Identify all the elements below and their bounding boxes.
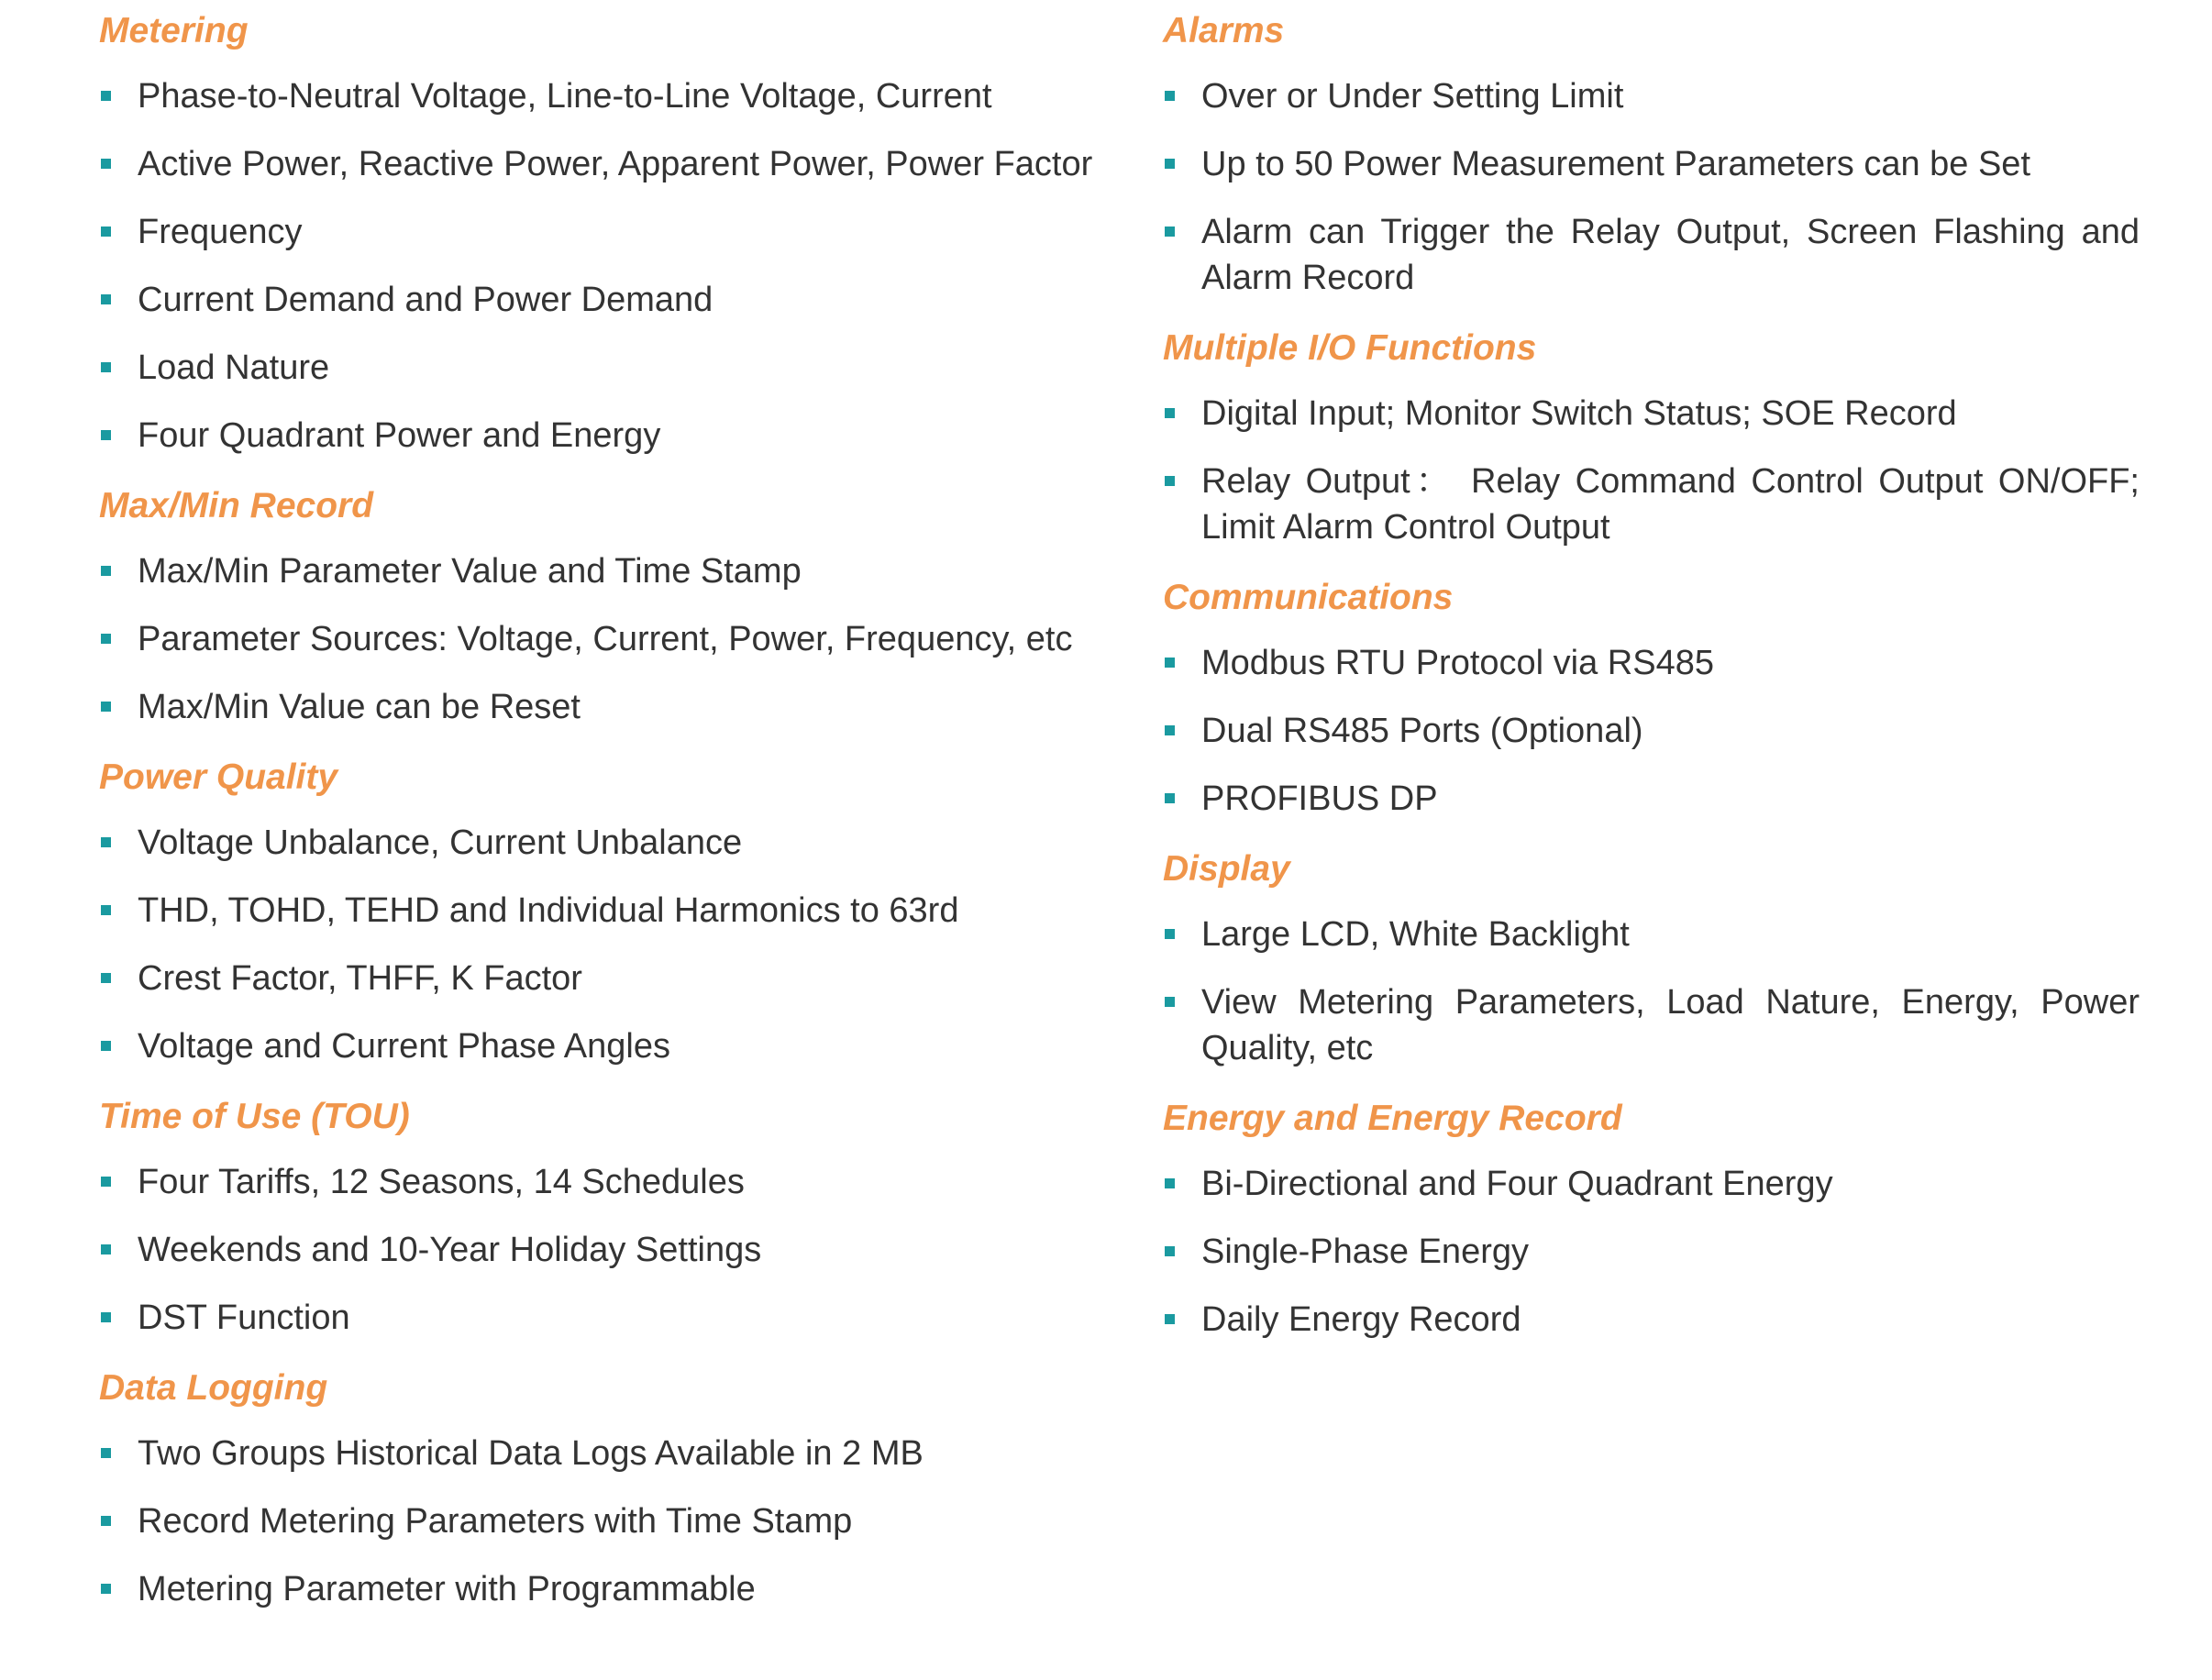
square-bullet-icon [101, 566, 111, 576]
square-bullet-icon [101, 430, 111, 440]
section-max-min-record [99, 481, 1135, 730]
list-item-text: Alarm can Trigger the Relay Output, Screen Flashing and Alarm Record [1201, 213, 2140, 297]
list-item-text: Two Groups Historical Data Logs Available in 2 MB [138, 1434, 924, 1473]
square-bullet-icon [1165, 929, 1175, 939]
list-item [1163, 979, 2140, 1071]
list-item [1163, 1297, 2140, 1343]
square-bullet-icon [101, 1177, 111, 1187]
list-item [1163, 141, 2140, 187]
list-item-text: Daily Energy Record [1201, 1300, 1521, 1339]
square-bullet-icon [1165, 793, 1175, 803]
section-communications [1163, 572, 2140, 822]
section-title: Max/Min Record [99, 486, 374, 525]
section-energy-record [1163, 1093, 2140, 1343]
list-item [99, 956, 1135, 1001]
list-item-text: Phase-to-Neutral Voltage, Line-to-Line Voltage, Current [138, 77, 992, 116]
section-metering [99, 6, 1135, 459]
section-alarms [1163, 6, 2140, 301]
list-item [99, 141, 1135, 187]
square-bullet-icon [1165, 1246, 1175, 1256]
list-item-text: Four Quadrant Power and Energy [138, 416, 661, 455]
section-title: Multiple I/O Functions [1163, 328, 1537, 368]
list-item-text: Current Demand and Power Demand [138, 281, 713, 319]
square-bullet-icon [101, 837, 111, 847]
feature-list [99, 1431, 1135, 1612]
square-bullet-icon [101, 1312, 111, 1322]
list-item [1163, 391, 2140, 437]
section-data-logging [99, 1363, 1135, 1612]
list-item-text: Four Tariffs, 12 Seasons, 14 Schedules [138, 1163, 745, 1201]
section-title: Alarms [1163, 11, 1285, 50]
square-bullet-icon [1165, 1178, 1175, 1188]
list-item [99, 616, 1135, 662]
section-title: Display [1163, 849, 1290, 889]
feature-list [1163, 1161, 2140, 1343]
square-bullet-icon [1165, 159, 1175, 169]
list-item [99, 1295, 1135, 1341]
list-item-text: Max/Min Parameter Value and Time Stamp [138, 552, 802, 591]
list-item-text: Max/Min Value can be Reset [138, 688, 581, 726]
section-title: Communications [1163, 578, 1454, 617]
list-item-text: Crest Factor, THFF, K Factor [138, 959, 582, 998]
list-item [99, 1023, 1135, 1069]
square-bullet-icon [101, 1584, 111, 1594]
list-item [1163, 776, 2140, 822]
list-item-text: Parameter Sources: Voltage, Current, Power, Frequency, etc [138, 620, 1073, 658]
square-bullet-icon [101, 702, 111, 712]
list-item-text: Single-Phase Energy [1201, 1232, 1529, 1271]
square-bullet-icon [1165, 476, 1175, 486]
square-bullet-icon [1165, 1314, 1175, 1324]
list-item-text: Up to 50 Power Measurement Parameters can be Set [1201, 145, 2031, 183]
list-item [99, 73, 1135, 119]
list-item [99, 684, 1135, 730]
list-item-text: Modbus RTU Protocol via RS485 [1201, 644, 1714, 682]
feature-list [99, 73, 1135, 459]
list-item-text: DST Function [138, 1299, 350, 1337]
list-item [1163, 1161, 2140, 1207]
feature-list [99, 548, 1135, 730]
square-bullet-icon [1165, 997, 1175, 1007]
list-item [1163, 912, 2140, 957]
square-bullet-icon [1165, 658, 1175, 668]
square-bullet-icon [101, 91, 111, 101]
list-item-text: Voltage and Current Phase Angles [138, 1027, 670, 1066]
square-bullet-icon [1165, 408, 1175, 418]
list-item [99, 1227, 1135, 1273]
list-item [1163, 73, 2140, 119]
square-bullet-icon [101, 362, 111, 372]
section-title: Energy and Energy Record [1163, 1099, 1622, 1138]
list-item [99, 1498, 1135, 1544]
section-power-quality [99, 752, 1135, 1069]
list-item [1163, 209, 2140, 301]
list-item [99, 1159, 1135, 1205]
square-bullet-icon [1165, 91, 1175, 101]
list-item-text: Over or Under Setting Limit [1201, 77, 1624, 116]
list-item-text: Metering Parameter with Programmable [138, 1570, 756, 1608]
list-item-text: Load Nature [138, 348, 330, 387]
list-item [99, 820, 1135, 866]
feature-list [1163, 391, 2140, 550]
list-item [99, 548, 1135, 594]
list-item-text: Bi-Directional and Four Quadrant Energy [1201, 1165, 1833, 1203]
square-bullet-icon [1165, 725, 1175, 735]
list-item [99, 1566, 1135, 1612]
feature-list [1163, 640, 2140, 822]
list-item [1163, 459, 2140, 550]
list-item-text: Record Metering Parameters with Time Stamp [138, 1502, 853, 1541]
square-bullet-icon [101, 227, 111, 237]
square-bullet-icon [101, 973, 111, 983]
list-item-text: Voltage Unbalance, Current Unbalance [138, 823, 743, 862]
list-item [99, 888, 1135, 934]
section-time-of-use [99, 1091, 1135, 1341]
list-item [1163, 640, 2140, 686]
section-display [1163, 844, 2140, 1071]
list-item-text: PROFIBUS DP [1201, 779, 1438, 818]
feature-list [99, 820, 1135, 1069]
list-item-text: Frequency [138, 213, 303, 251]
square-bullet-icon [101, 905, 111, 915]
section-title: Time of Use (TOU) [99, 1097, 410, 1136]
section-multiple-io-functions [1163, 323, 2140, 550]
list-item-text: Active Power, Reactive Power, Apparent Power, Power Factor [138, 145, 1093, 183]
list-item-text: Relay Output： Relay Command Control Output ON/OFF; Limit Alarm Control Output [1201, 462, 2140, 547]
list-item [99, 1431, 1135, 1476]
list-item-text: Dual RS485 Ports (Optional) [1201, 712, 1643, 750]
left-column [99, 6, 1135, 1634]
square-bullet-icon [101, 1516, 111, 1526]
list-item-text: Large LCD, White Backlight [1201, 915, 1630, 954]
list-item [99, 209, 1135, 255]
square-bullet-icon [101, 294, 111, 304]
list-item [99, 345, 1135, 391]
list-item-text: THD, TOHD, TEHD and Individual Harmonics to 63rd [138, 891, 959, 930]
section-title: Data Logging [99, 1368, 328, 1408]
list-item [1163, 1229, 2140, 1275]
square-bullet-icon [1165, 227, 1175, 237]
list-item-text: View Metering Parameters, Load Nature, Energy, Power Quality, etc [1201, 983, 2140, 1067]
square-bullet-icon [101, 1041, 111, 1051]
section-title: Power Quality [99, 757, 338, 797]
right-column [1163, 6, 2140, 1365]
list-item [99, 413, 1135, 459]
square-bullet-icon [101, 1448, 111, 1458]
list-item [99, 277, 1135, 323]
feature-list [1163, 912, 2140, 1071]
square-bullet-icon [101, 634, 111, 644]
feature-list [99, 1159, 1135, 1341]
section-title: Metering [99, 11, 249, 50]
list-item-text: Digital Input; Monitor Switch Status; SOE Record [1201, 394, 1957, 433]
list-item-text: Weekends and 10-Year Holiday Settings [138, 1231, 762, 1269]
feature-list [1163, 73, 2140, 301]
square-bullet-icon [101, 1244, 111, 1254]
list-item [1163, 708, 2140, 754]
square-bullet-icon [101, 159, 111, 169]
